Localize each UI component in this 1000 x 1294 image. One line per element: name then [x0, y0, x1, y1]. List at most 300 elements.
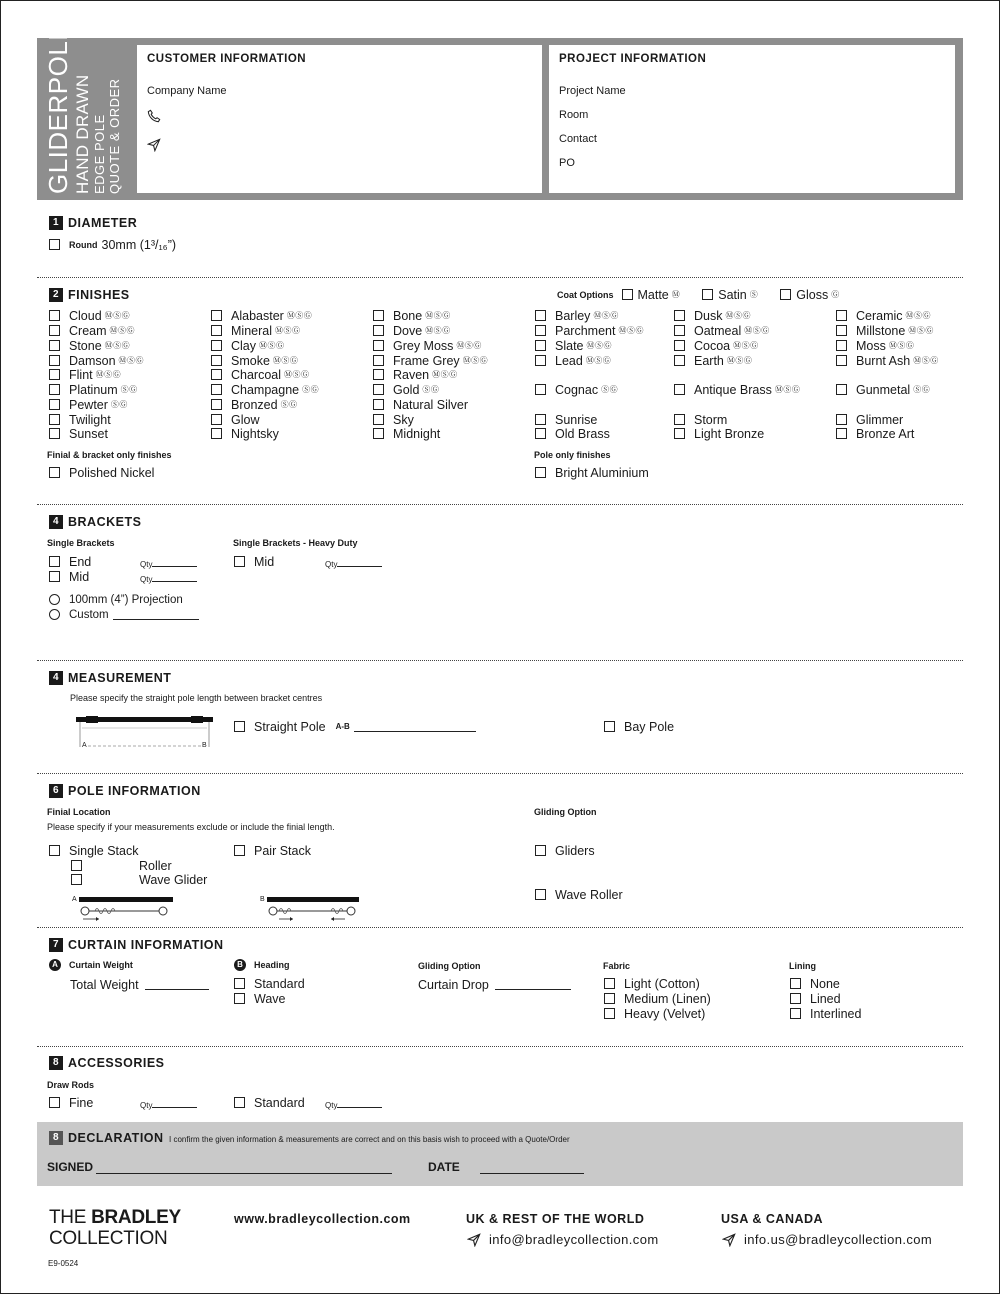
checkbox[interactable] [604, 993, 615, 1004]
coat-options [557, 288, 840, 302]
straight-pole-option[interactable] [234, 720, 476, 734]
curtain-drop-field[interactable] [418, 978, 571, 992]
finish-option[interactable] [836, 413, 903, 427]
checkbox[interactable] [535, 414, 546, 425]
finish-option[interactable] [674, 383, 800, 397]
finish-label: Cocoa [694, 339, 731, 353]
finish-label: Nightsky [231, 427, 279, 441]
finish-polished-nickel[interactable] [49, 466, 154, 480]
checkbox[interactable] [780, 289, 791, 300]
draw-rod-standard[interactable] [234, 1096, 305, 1110]
finish-option[interactable] [49, 339, 130, 353]
finish-label: Old Brass [555, 427, 610, 441]
checkbox[interactable] [535, 845, 546, 856]
checkbox[interactable] [604, 721, 615, 732]
finish-label: Twilight [69, 413, 111, 427]
coat-satin[interactable] [702, 288, 758, 302]
option-label: Single Stack [69, 844, 139, 858]
finish-label: Cognac [555, 383, 599, 397]
finish-option[interactable] [49, 368, 121, 382]
checkbox[interactable] [234, 556, 245, 567]
coat-badges: ⓂⓈⒼ [272, 356, 299, 365]
checkbox[interactable] [211, 325, 222, 336]
finish-option[interactable] [49, 398, 128, 412]
checkbox[interactable] [49, 428, 60, 439]
checkbox[interactable] [622, 289, 633, 300]
coat-badges: ⓂⓈⒼ [109, 326, 136, 335]
bracket-end[interactable] [49, 555, 91, 569]
wave-roller-option[interactable] [535, 888, 623, 902]
finish-option[interactable] [373, 368, 458, 382]
finish-option[interactable] [211, 383, 319, 397]
coat-badges: ⓈⒼ [913, 385, 931, 394]
checkbox[interactable] [535, 340, 546, 351]
bracket-heavy-mid[interactable] [234, 555, 274, 569]
coat-label: Matte [637, 288, 669, 302]
finish-option[interactable] [49, 427, 108, 441]
lining-lined[interactable] [790, 992, 841, 1006]
finish-option[interactable] [535, 309, 619, 323]
fabric-heavy[interactable] [604, 1007, 705, 1021]
checkbox[interactable] [234, 721, 245, 732]
us-email: info.us@bradleycollection.com [744, 1232, 933, 1247]
lining-none[interactable] [790, 977, 840, 991]
checkbox[interactable] [49, 571, 60, 582]
coat-badges: ⓈⒼ [110, 400, 128, 409]
single-stack-option[interactable] [49, 844, 138, 858]
finish-option[interactable] [49, 383, 138, 397]
coat-badges: ⓂⓈⒼ [275, 326, 301, 335]
coat-options-label: Coat Options [557, 290, 614, 300]
divider [37, 927, 963, 928]
section-title: MEASUREMENT [68, 671, 172, 685]
option-label: Standard [254, 1096, 305, 1110]
finish-option[interactable] [49, 413, 111, 427]
checkbox[interactable] [49, 369, 60, 380]
finish-bright-aluminium[interactable] [535, 466, 649, 480]
section-title: DECLARATION [68, 1131, 164, 1145]
phone-icon [147, 109, 161, 123]
finish-option[interactable] [535, 324, 644, 338]
coat-badges: ⓂⓈⒼ [95, 370, 122, 379]
declaration-section-title [49, 1131, 164, 1145]
projection-label: 100mm (4”) Projection [69, 594, 183, 606]
checkbox[interactable] [373, 325, 384, 336]
finish-option[interactable] [211, 398, 298, 412]
fabric-medium[interactable] [604, 992, 711, 1006]
bracket-mid[interactable] [49, 570, 89, 584]
wave-glider-option[interactable] [71, 873, 207, 887]
checkbox[interactable] [49, 414, 60, 425]
finish-label: Moss [856, 339, 886, 353]
checkbox[interactable] [790, 1008, 801, 1019]
finish-option[interactable] [836, 354, 939, 368]
finish-option[interactable] [535, 413, 597, 427]
finish-option[interactable] [836, 339, 914, 353]
checkbox[interactable] [836, 355, 847, 366]
checkbox[interactable] [836, 340, 847, 351]
fabric-label: Fabric [603, 961, 631, 971]
finish-label: Earth [694, 354, 724, 368]
finish-label: Dusk [694, 309, 723, 323]
finish-option[interactable] [535, 383, 618, 397]
checkbox[interactable] [674, 414, 685, 425]
ab-input-line[interactable] [354, 722, 476, 732]
finish-label: Sky [393, 413, 414, 427]
brackets-section-title [49, 515, 141, 529]
finish-label: Champagne [231, 383, 300, 397]
roller-option[interactable] [71, 859, 172, 873]
checkbox[interactable] [49, 340, 60, 351]
finish-option[interactable] [535, 354, 611, 368]
qty-fine[interactable] [140, 1100, 197, 1110]
single-stack-diagram [73, 895, 175, 923]
divider [37, 773, 963, 774]
finish-option[interactable] [535, 339, 612, 353]
finish-option[interactable] [211, 427, 279, 441]
checkbox[interactable] [535, 325, 546, 336]
finish-label: Oatmeal [694, 324, 742, 338]
bracket-label: End [69, 555, 92, 569]
heading-wave[interactable] [234, 992, 286, 1006]
divider [37, 1046, 963, 1047]
finish-option[interactable] [373, 398, 468, 412]
project-info-title: PROJECT INFORMATION [559, 53, 707, 65]
coat-badges: ⓂⓈⒼ [284, 370, 310, 379]
option-label: Wave Roller [555, 888, 623, 902]
divider [37, 660, 963, 661]
divider [37, 277, 963, 278]
lining-interlined[interactable] [790, 1007, 861, 1021]
checkbox[interactable] [790, 993, 801, 1004]
checkbox[interactable] [211, 384, 222, 395]
projection-100mm[interactable] [49, 593, 183, 607]
checkbox[interactable] [702, 289, 713, 300]
option-label: Wave [254, 992, 286, 1006]
finish-option[interactable] [674, 413, 727, 427]
checkbox[interactable] [49, 1097, 60, 1108]
finish-label: Mineral [231, 324, 272, 338]
qty-heavy-mid[interactable] [325, 559, 382, 569]
option-label: Standard [254, 977, 305, 991]
coat-badges: ⓂⓈⒼ [733, 341, 759, 350]
phone-field[interactable] [147, 109, 532, 128]
pole-info-section-title [49, 784, 201, 798]
checkbox[interactable] [373, 384, 384, 395]
checkbox[interactable] [674, 310, 685, 321]
projection-custom[interactable] [49, 608, 199, 622]
coat-gloss[interactable] [780, 288, 839, 302]
uk-email-link[interactable] [467, 1232, 659, 1247]
qty-standard[interactable] [325, 1100, 382, 1110]
diagram-label-a: A [82, 742, 87, 749]
finish-option[interactable] [674, 354, 752, 368]
checkbox[interactable] [49, 467, 60, 478]
option-label: Fine [69, 1096, 94, 1110]
diagram-label-b: B [202, 742, 207, 749]
section-number: 4 [49, 671, 63, 685]
us-title: USA & CANADA [721, 1212, 824, 1226]
checkbox[interactable] [49, 355, 60, 366]
bracket-label: Mid [254, 555, 275, 569]
finish-option[interactable] [373, 427, 440, 441]
option-label: Gliders [555, 844, 595, 858]
lining-label: Lining [789, 961, 816, 971]
radio[interactable] [49, 609, 60, 620]
checkbox[interactable] [211, 399, 222, 410]
qty-label: Qty [325, 1101, 338, 1110]
section-number: 8 [49, 1131, 63, 1145]
finish-label: Smoke [231, 354, 270, 368]
option-label: Interlined [810, 1007, 862, 1021]
section-title: CURTAIN INFORMATION [68, 938, 224, 952]
fabric-light[interactable] [604, 977, 700, 991]
checkbox[interactable] [373, 369, 384, 380]
email-field[interactable] [147, 138, 532, 157]
section-title: FINISHES [68, 288, 130, 302]
finish-option[interactable] [49, 324, 135, 338]
checkbox[interactable] [234, 993, 245, 1004]
coat-badges: ⓂⓈⒼ [618, 326, 644, 335]
finish-label: Bright Aluminium [555, 466, 649, 480]
finish-label: Millstone [856, 324, 906, 338]
finish-option[interactable] [674, 324, 770, 338]
finish-option[interactable] [836, 324, 934, 338]
date-field[interactable] [428, 1160, 584, 1174]
section-number: 6 [49, 784, 63, 798]
checkbox[interactable] [373, 399, 384, 410]
bay-pole-label: Bay Pole [624, 720, 675, 734]
checkbox[interactable] [836, 310, 847, 321]
checkbox[interactable] [211, 340, 222, 351]
diameter-size: 30mm (1³/₁₆”) [101, 238, 177, 252]
finish-label: Antique Brass [694, 383, 772, 397]
qty-label: Qty [140, 575, 153, 584]
finish-label: Parchment [555, 324, 616, 338]
finish-option[interactable] [373, 354, 488, 368]
checkbox[interactable] [234, 1097, 245, 1108]
diameter-round-option[interactable] [49, 238, 176, 252]
checkbox[interactable] [836, 384, 847, 395]
finish-label: Raven [393, 368, 430, 382]
website-link[interactable]: www.bradleycollection.com [234, 1212, 411, 1226]
checkbox[interactable] [674, 384, 685, 395]
coat-badges: ⓂⓈⒼ [432, 370, 458, 379]
finish-option[interactable] [373, 383, 439, 397]
finish-option[interactable] [373, 413, 414, 427]
heading-standard[interactable] [234, 977, 305, 991]
qty-mid[interactable] [140, 574, 197, 584]
finish-label: Dove [393, 324, 423, 338]
finish-label: Clay [231, 339, 257, 353]
checkbox[interactable] [535, 384, 546, 395]
finish-option[interactable] [211, 324, 301, 338]
badge-a: A [49, 959, 61, 971]
checkbox[interactable] [373, 310, 384, 321]
checkbox[interactable] [211, 355, 222, 366]
coat-badges: ⓂⓈⒼ [888, 341, 915, 350]
signature-line[interactable] [96, 1164, 392, 1174]
date-line[interactable] [480, 1164, 584, 1174]
coat-badges: ⓂⓈⒼ [593, 311, 619, 320]
divider [37, 504, 963, 505]
brand-block [37, 22, 135, 200]
checkbox[interactable] [535, 355, 546, 366]
coat-badge: Ⓢ [749, 290, 759, 299]
checkbox[interactable] [373, 355, 384, 366]
section-number: 1 [49, 216, 63, 230]
finishes-section-title [49, 288, 130, 302]
checkbox[interactable] [535, 310, 546, 321]
finish-option[interactable] [373, 309, 451, 323]
company-logo [49, 1207, 181, 1249]
po-field[interactable]: PO [559, 157, 575, 169]
finish-label: Storm [694, 413, 728, 427]
pair-stack-diagram [261, 895, 363, 923]
checkbox[interactable] [71, 860, 82, 871]
checkbox[interactable] [211, 369, 222, 380]
coat-badges: ⓂⓈⒼ [462, 356, 489, 365]
option-label: Light (Cotton) [624, 977, 700, 991]
finish-option[interactable] [836, 383, 930, 397]
declaration-text: I confirm the given information & measurements are correct and on this basis wish to proceed with a Quote/Order [169, 1135, 570, 1144]
curtain-gliding-label: Gliding Option [418, 961, 481, 971]
coat-badge: Ⓜ [671, 290, 681, 299]
checkbox[interactable] [49, 556, 60, 567]
checkbox[interactable] [535, 467, 546, 478]
section-title: BRACKETS [68, 515, 142, 529]
checkbox[interactable] [674, 325, 685, 336]
finish-option[interactable] [373, 324, 451, 338]
coat-badges: ⓂⓈⒼ [286, 311, 313, 320]
signed-label: SIGNED [47, 1160, 94, 1174]
qty-end[interactable] [140, 559, 197, 569]
coat-matte[interactable] [622, 288, 681, 302]
finish-option[interactable] [836, 427, 914, 441]
checkbox[interactable] [535, 889, 546, 900]
finish-label: Polished Nickel [69, 466, 155, 480]
us-email-link[interactable] [722, 1232, 932, 1247]
coat-badges: ⓂⓈⒼ [585, 356, 612, 365]
logo-the: THE [49, 1207, 87, 1228]
curtain-weight-label: Curtain Weight [69, 960, 133, 970]
finish-option[interactable] [211, 354, 298, 368]
measurement-section-title [49, 671, 171, 685]
option-label: Heavy (Velvet) [624, 1007, 706, 1021]
logo-collection: COLLECTION [49, 1228, 168, 1249]
coat-label: Gloss [796, 288, 829, 302]
checkbox[interactable] [604, 1008, 615, 1019]
checkbox[interactable] [234, 845, 245, 856]
checkbox[interactable] [49, 399, 60, 410]
finish-option[interactable] [211, 413, 259, 427]
finish-option[interactable] [674, 339, 759, 353]
section-title: ACCESSORIES [68, 1056, 165, 1070]
curtain-drop-input[interactable] [495, 980, 571, 990]
checkbox[interactable] [211, 414, 222, 425]
finish-label: Alabaster [231, 309, 284, 323]
finish-option[interactable] [211, 339, 285, 353]
coat-badges: ⓂⓈⒼ [456, 341, 482, 350]
checkbox[interactable] [373, 414, 384, 425]
contact-field[interactable]: Contact [559, 133, 597, 145]
checkbox[interactable] [604, 978, 615, 989]
finish-option[interactable] [211, 309, 312, 323]
option-label: Lined [810, 992, 841, 1006]
checkbox[interactable] [234, 978, 245, 989]
finish-option[interactable] [49, 309, 130, 323]
checkbox[interactable] [674, 340, 685, 351]
finish-label: Pewter [69, 398, 108, 412]
send-icon [467, 1233, 481, 1247]
finish-option[interactable] [49, 354, 144, 368]
finish-label: Grey Moss [393, 339, 454, 353]
bay-pole-option[interactable] [604, 720, 674, 734]
projection-label: Custom [69, 609, 109, 621]
finish-option[interactable] [535, 427, 610, 441]
checkbox[interactable] [674, 355, 685, 366]
draw-rod-fine[interactable] [49, 1096, 93, 1110]
finish-label: Sunrise [555, 413, 598, 427]
checkbox[interactable] [211, 428, 222, 439]
checkbox[interactable] [49, 239, 60, 250]
checkbox[interactable] [49, 845, 60, 856]
finish-label: Frame Grey [393, 354, 460, 368]
checkbox[interactable] [49, 325, 60, 336]
project-name-field[interactable]: Project Name [559, 85, 626, 97]
qty-label: Qty [325, 560, 338, 569]
option-label: Medium (Linen) [624, 992, 711, 1006]
custom-input-line[interactable] [113, 610, 199, 620]
pole-only-label: Pole only finishes [534, 450, 611, 460]
company-name-field[interactable]: Company Name [147, 85, 227, 97]
signed-field[interactable] [47, 1160, 392, 1174]
diagram-label-b: B [260, 896, 265, 903]
checkbox[interactable] [373, 340, 384, 351]
total-weight-input[interactable] [145, 980, 209, 990]
checkbox[interactable] [836, 428, 847, 439]
finish-label: Glimmer [856, 413, 904, 427]
room-field[interactable]: Room [559, 109, 589, 121]
checkbox[interactable] [535, 428, 546, 439]
checkbox[interactable] [790, 978, 801, 989]
curtain-section-title [49, 938, 224, 952]
finish-option[interactable] [674, 309, 751, 323]
finish-option[interactable] [211, 368, 310, 382]
checkbox[interactable] [49, 310, 60, 321]
checkbox[interactable] [836, 414, 847, 425]
finish-label: Charcoal [231, 368, 282, 382]
finish-label: Gold [393, 383, 420, 397]
checkbox[interactable] [71, 874, 82, 885]
customer-info-box [137, 45, 542, 193]
diagram-label-a: A [72, 896, 77, 903]
checkbox[interactable] [674, 428, 685, 439]
checkbox[interactable] [836, 325, 847, 336]
finish-option[interactable] [674, 427, 764, 441]
checkbox[interactable] [49, 384, 60, 395]
finish-option[interactable] [373, 339, 482, 353]
gliders-option[interactable] [535, 844, 595, 858]
checkbox[interactable] [211, 310, 222, 321]
finish-option[interactable] [836, 309, 931, 323]
finish-label: Sunset [69, 427, 108, 441]
radio[interactable] [49, 594, 60, 605]
checkbox[interactable] [373, 428, 384, 439]
pair-stack-option[interactable] [234, 844, 311, 858]
total-weight-field[interactable] [70, 978, 209, 992]
coat-badges: ⓂⓈⒼ [259, 341, 285, 350]
